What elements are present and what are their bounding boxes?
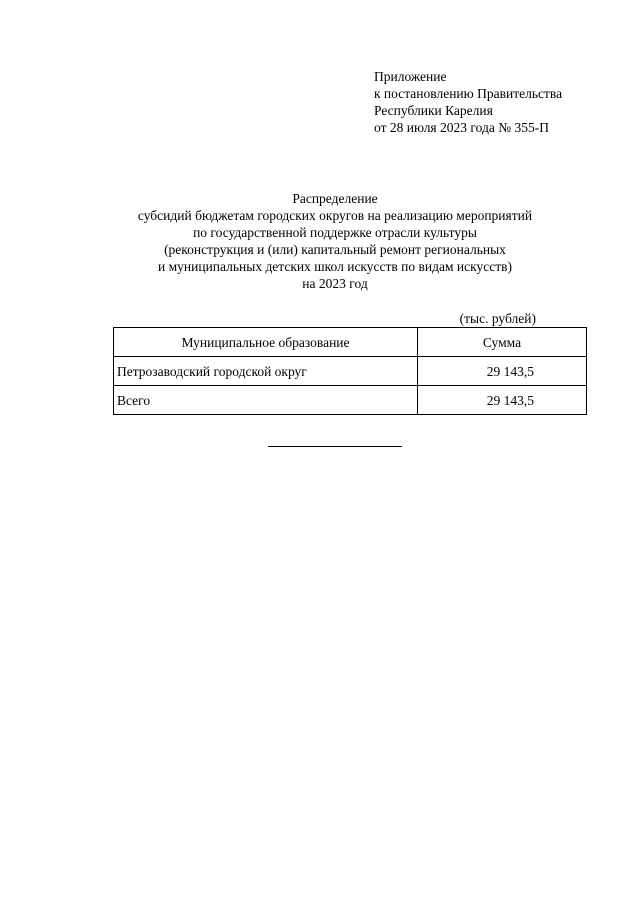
distribution-table [113,327,587,415]
header-municipality: Муниципальное образование [114,328,418,357]
document-title [60,190,610,292]
row-municipality: Петрозаводский городской округ [114,357,418,386]
appendix-header [374,68,624,136]
table-row-total [114,386,587,415]
title-line: (реконструкция и (или) капитальный ремонт региональных [164,242,506,257]
title-line: Распределение [292,191,378,206]
appendix-line: к постановлению Правительства [374,86,563,101]
units-label: (тыс. рублей) [459,311,536,326]
appendix-line: Республики Карелия [374,103,493,118]
appendix-line: Приложение [374,69,447,84]
end-divider [268,446,402,447]
title-line: на 2023 год [302,276,368,291]
header-sum: Сумма [418,328,587,357]
total-sum: 29 143,5 [418,386,587,415]
appendix-line: от 28 июля 2023 года № 355-П [374,120,549,135]
table-row [114,357,587,386]
title-line: и муниципальных детских школ искусств по видам искусств) [158,259,512,274]
title-line: субсидий бюджетам городских округов на реализацию мероприятий [137,208,533,223]
table-header-row [114,328,587,357]
total-label: Всего [114,386,418,415]
row-sum: 29 143,5 [418,357,587,386]
title-line: по государственной поддержке отрасли культуры [193,225,477,240]
